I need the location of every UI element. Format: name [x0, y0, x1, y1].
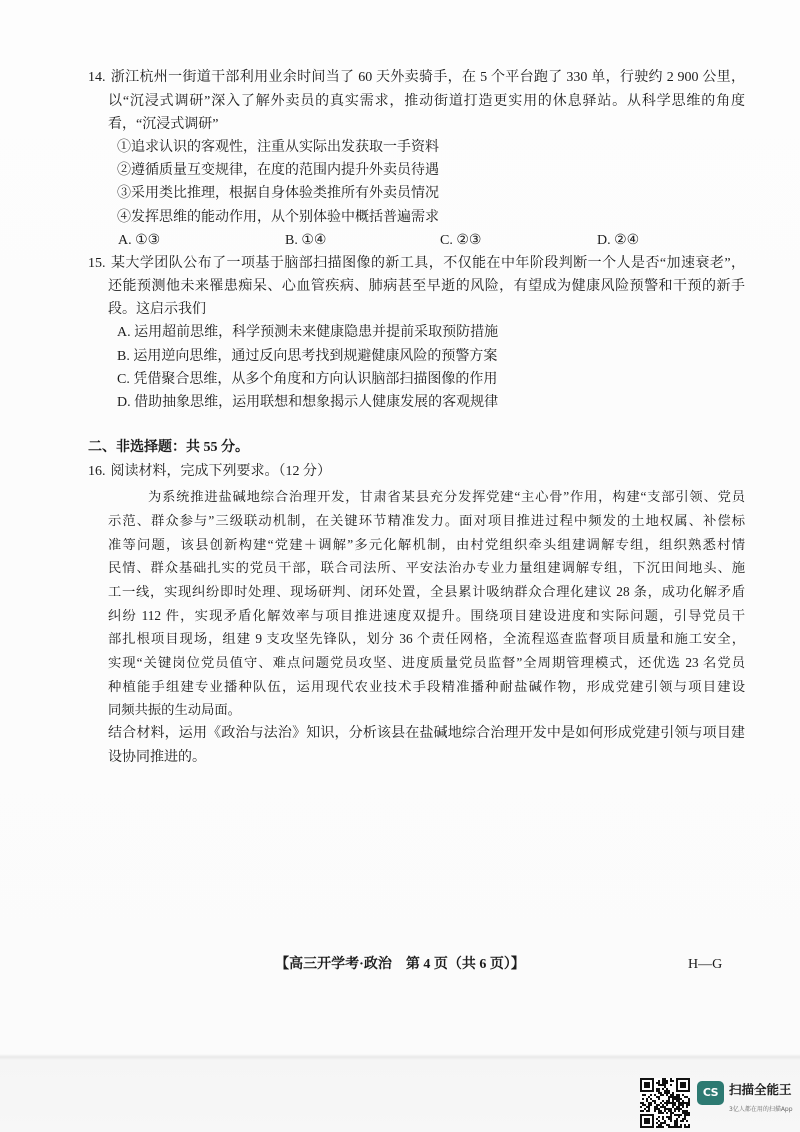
q15-option-a: A. 运用超前思维，科学预测未来健康隐患并提前采取预防措施 — [117, 325, 499, 341]
q16-task-line-2: 设协同推进的。 — [108, 749, 206, 765]
q14-statement-1: ①追求认识的客观性，注重从实际出发获取一手资料 — [117, 139, 439, 155]
q15-option-d: D. 借助抽象思维，运用联想和想象揭示人健康发展的客观规律 — [117, 395, 499, 411]
q16-instruction: 阅读材料，完成下列要求。（12 分） — [110, 463, 331, 479]
scanner-tagline: 3亿人都在用的扫描App — [729, 1106, 793, 1113]
camscanner-logo-icon: CS — [697, 1081, 724, 1105]
page-footer-code: H—G — [688, 957, 723, 972]
q16-number: 16. — [88, 463, 106, 479]
qr-code — [640, 1078, 690, 1128]
q14-choice-a: A. ①③ — [118, 232, 161, 248]
material-line-2: 示范、群众参与”三级联动机制，在关键环节精准发力。面对项目推进过程中频发的土地权属、补偿标 — [108, 512, 745, 528]
q15-option-b: B. 运用逆向思维，通过反向思考找到规避健康风险的预警方案 — [117, 348, 498, 364]
q14-statement-4: ④发挥思维的能动作用，从个别体验中概括普遍需求 — [117, 209, 439, 225]
q14-number: 14. — [88, 70, 106, 86]
q14-stem-line-3: 看，“沉浸式调研” — [108, 116, 219, 132]
q14-stem-line-1 — [88, 66, 745, 89]
q14-stem-line-2: 以“沉浸式调研”深入了解外卖员的真实需求，推动街道打造更实用的休息驿站。从科学思维的角度 — [108, 93, 745, 109]
material-line-4: 民情、群众基础扎实的党员干部，联合司法所、平安法治办专业力量组建调解专组，下沉田间地头、施 — [108, 560, 745, 576]
q16-material-block — [108, 485, 745, 769]
q16-instruction-line — [88, 460, 745, 483]
material-line-9: 种植能手组建专业播种队伍，运用现代农业技术手段精准播种耐盐碱作物，形成党建引领与项目建设 — [108, 678, 745, 694]
q16-task-line-1: 结合材料，运用《政治与法治》知识，分析该县在盐碱地综合治理开发中是如何形成党建引领与项目建 — [108, 726, 745, 742]
q14-choice-c: C. ②③ — [440, 232, 482, 248]
material-line-1: 为系统推进盐碱地综合治理开发，甘肃省某县充分发挥党建“主心骨”作用，构建“支部引领、党员 — [148, 489, 745, 505]
material-line-8: 实现“关键岗位党员值守、难点问题党员攻坚、进度质量党员监督”全周期管理模式，还优选 23 名党员 — [108, 655, 745, 670]
material-line-3: 准等问题，该县创新构建“党建＋调解”多元化解机制，由村党组织牵头组建调解专组，组织熟悉村情 — [108, 536, 745, 552]
q15-stem-line-2: 还能预测他未来罹患痴呆、心血管疾病、肺病甚至早逝的风险，有望成为健康风险预警和干预的新手 — [108, 279, 745, 295]
scanner-brand-name: 扫描全能王 — [729, 1082, 792, 1097]
material-line-10: 同频共振的生动局面。 — [108, 702, 241, 718]
section-2-heading: 二、非选择题：共 55 分。 — [88, 440, 249, 456]
multiple-choice-section — [88, 66, 745, 414]
q14-statement-2: ②遵循质量互变规律，在度的范围内提升外卖员待遇 — [117, 163, 439, 179]
q15-stem-line-3: 段。这启示我们 — [108, 302, 206, 318]
q15-stem-text-1: 某大学团队公布了一项基于脑部扫描图像的新工具，不仅能在中年阶段判断一个人是否“加速衰老”， — [110, 255, 745, 271]
q15-stem-line-1 — [88, 252, 745, 275]
q14-choices — [88, 229, 745, 252]
q14-stem-text-1: 浙江杭州一街道干部利用业余时间当了 60 天外卖骑手，在 5 个平台跑了 330 单，行驶约 2 900 公里， — [110, 70, 745, 86]
material-line-5: 工一线，实现纠纷即时处理、现场研判、闭环处置，全县累计吸纳群众合理化建议 28 条，成功化解矛盾 — [108, 583, 745, 599]
material-line-6: 纠纷 112 件，实现矛盾化解效率与项目推进速度双提升。围绕项目建设进度和实际问题，引导党员干 — [108, 607, 745, 623]
q15-number: 15. — [88, 255, 106, 271]
material-line-7: 部扎根项目现场，组建 9 支攻坚先锋队，划分 36 个责任网格，全流程巡查监督项目质量和施工安全， — [108, 631, 745, 647]
section-2-header — [88, 436, 745, 482]
page-footer-title: 【高三开学考·政治 第 4 页（共 6 页）】 — [275, 957, 525, 972]
q14-choice-d: D. ②④ — [597, 232, 640, 248]
q15-option-c: C. 凭借聚合思维，从多个角度和方向认识脑部扫描图像的作用 — [117, 371, 498, 387]
q14-statement-3: ③采用类比推理，根据自身体验类推所有外卖员情况 — [117, 186, 439, 202]
q14-choice-b: B. ①④ — [285, 232, 327, 248]
